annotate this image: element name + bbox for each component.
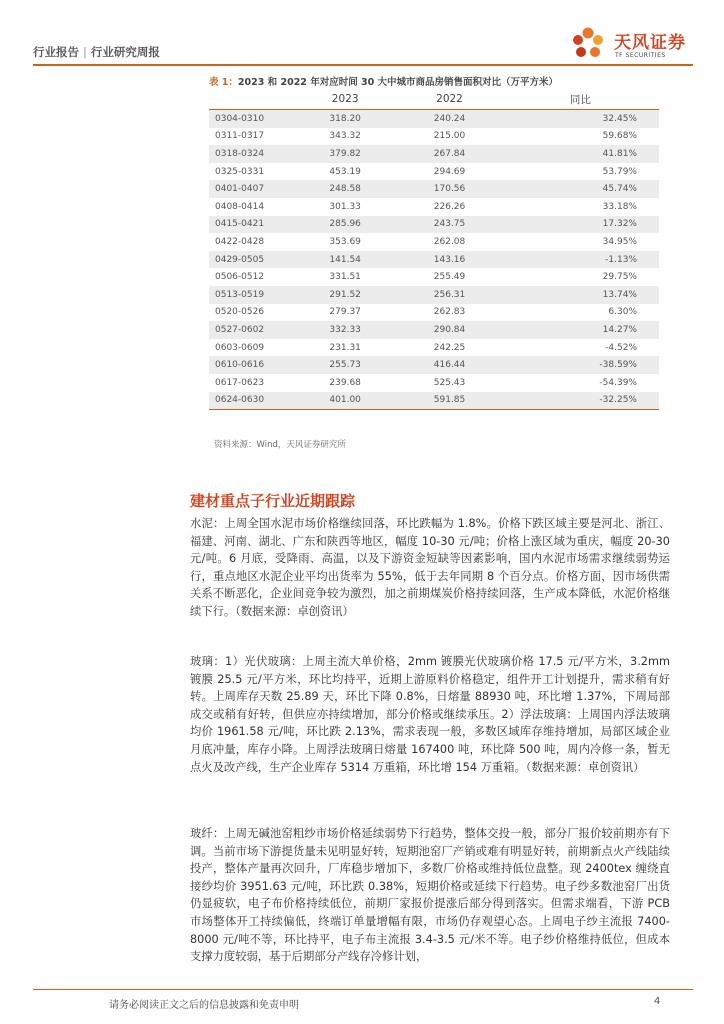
table-header-row: [209, 89, 659, 110]
table-row: [209, 304, 659, 322]
table-row: [209, 251, 659, 269]
sales-area-table: [209, 89, 659, 410]
cell-2023: 318.20: [293, 110, 397, 128]
page-number: 4: [654, 996, 661, 1007]
header-divider: [33, 64, 693, 66]
cement-paragraph: 水泥：上周全国水泥市场价格继续回落，环比跌幅为 1.8%。价格下跌区域主要是河北、浙江、福建、河南、湖北、广东和陕西等地区，幅度 10-30 元/吨；价格上涨区域为重庆，幅度 20-30 元/吨。6 月底，受降雨、高温，以及下游资金短缺等因素影响，国内水泥市场需求继续弱势运行，重点地区水泥企业平均出货率为 55%，低于去年同期 8 个百分点。价格方面，因市场供需关系不断恶化，企业间竞争较为激烈，加之前期煤炭价格持续回落，生产成本降低，水泥价格继续下行。（数据来源：卓创资讯）: [190, 517, 670, 618]
header-period: [209, 89, 293, 110]
cell-period: 0325-0331: [215, 166, 265, 177]
footer-disclaimer: 请务必阅读正文之后的信息披露和免责申明: [109, 1000, 299, 1011]
table-row: [209, 268, 659, 286]
cell-2023: 141.54: [293, 251, 397, 269]
cell-yoy: -1.13%: [502, 251, 659, 269]
cell-2023: 379.82: [293, 145, 397, 163]
cell-period: 0429-0505: [209, 251, 293, 269]
cell-2023: 255.73: [293, 356, 397, 374]
cell-2023: 279.37: [329, 307, 361, 318]
table-title: [209, 74, 659, 88]
page-header: [0, 0, 724, 72]
cell-yoy: 33.18%: [602, 201, 637, 212]
cell-period: 0513-0519: [209, 286, 293, 304]
logo-english-name: TF SECURITIES: [615, 52, 666, 59]
cell-yoy: 13.74%: [502, 286, 659, 304]
cell-2022: 143.16: [397, 251, 501, 269]
cell-yoy: -38.59%: [502, 356, 659, 374]
cell-2022: 591.85: [397, 392, 501, 410]
cell-period: 0624-0630: [209, 392, 293, 410]
table-row: [209, 321, 659, 339]
cell-2022: 294.69: [433, 166, 466, 177]
cell-yoy: -4.52%: [605, 342, 637, 353]
cell-2022: 256.31: [397, 286, 501, 304]
section-title: 建材重点子行业近期跟踪: [190, 492, 356, 510]
cell-2022: 226.26: [433, 201, 466, 212]
cell-2022: 262.83: [433, 307, 466, 318]
cell-yoy: 41.81%: [502, 145, 659, 163]
cell-2023: 401.00: [293, 392, 397, 410]
cell-yoy: 59.68%: [602, 131, 637, 142]
cell-yoy: 6.30%: [608, 307, 637, 318]
cell-yoy: 17.32%: [502, 216, 659, 234]
cell-2022: 262.08: [433, 236, 466, 247]
cell-period: 0506-0512: [215, 272, 265, 283]
breadcrumb: [33, 44, 160, 60]
table-number: 表 1：: [209, 77, 238, 88]
header-yoy: 同比: [502, 89, 659, 110]
breadcrumb-report-type: 行业报告: [33, 45, 79, 59]
cell-2022: 255.49: [433, 272, 466, 283]
cell-2023: 285.96: [293, 216, 397, 234]
cell-period: 0311-0317: [215, 131, 265, 142]
cell-period: 0520-0526: [215, 307, 265, 318]
cell-period: 0318-0324: [209, 145, 293, 163]
logo-flower-icon: [568, 24, 608, 64]
cell-yoy: 45.74%: [502, 180, 659, 198]
cell-2022: 290.84: [397, 321, 501, 339]
cell-yoy: 32.45%: [502, 110, 659, 128]
cell-2023: 353.69: [329, 236, 361, 247]
cell-2023: 331.51: [329, 272, 361, 283]
cell-period: 0415-0421: [209, 216, 293, 234]
cell-yoy: 29.75%: [602, 272, 637, 283]
cell-yoy: -54.39%: [599, 377, 637, 388]
table-row: [209, 198, 659, 216]
table-row: [209, 286, 659, 304]
cell-2022: 243.75: [397, 216, 501, 234]
cell-period: 0304-0310: [209, 110, 293, 128]
table-row: [209, 233, 659, 251]
cell-2022: 525.43: [433, 377, 466, 388]
cell-period: 0603-0609: [215, 342, 265, 353]
cell-2022: 240.24: [397, 110, 501, 128]
cell-2022: 416.44: [397, 356, 501, 374]
cell-period: 0610-0616: [209, 356, 293, 374]
table-row: [209, 356, 659, 374]
footer-divider: [33, 989, 693, 990]
cell-2023: 343.32: [329, 131, 361, 142]
cell-2022: 215.00: [433, 131, 466, 142]
table-row: [209, 145, 659, 163]
cell-period: 0401-0407: [209, 180, 293, 198]
cell-2023: 239.68: [329, 377, 361, 388]
table-source: 资料来源：Wind，天风证券研究所: [214, 440, 346, 450]
table-row: [209, 163, 659, 181]
cell-2022: 170.56: [397, 180, 501, 198]
table-caption: 2023 和 2022 年对应时间 30 大中城市商品房销售面积对比（万平方米）: [237, 77, 559, 88]
cell-2023: 248.58: [293, 180, 397, 198]
header-2022: 2022: [397, 89, 501, 110]
company-logo: [568, 24, 698, 60]
breadcrumb-report-subtype: 行业研究周报: [90, 45, 160, 59]
cell-2023: 231.31: [329, 342, 361, 353]
table-row: [209, 128, 659, 146]
cell-yoy: 53.79%: [602, 166, 637, 177]
table-row: [209, 110, 659, 128]
table-row: [209, 180, 659, 198]
cell-2022: 242.25: [433, 342, 466, 353]
cell-yoy: -32.25%: [502, 392, 659, 410]
cell-period: 0422-0428: [215, 236, 265, 247]
cell-2023: 291.52: [293, 286, 397, 304]
cell-period: 0408-0414: [215, 201, 265, 212]
cell-yoy: 34.95%: [602, 236, 637, 247]
cell-period: 0527-0602: [209, 321, 293, 339]
breadcrumb-separator: |: [83, 45, 87, 59]
table-row: [209, 374, 659, 392]
table-row: [209, 339, 659, 357]
logo-chinese-name: 天风证券: [614, 33, 686, 53]
cell-yoy: 14.27%: [502, 321, 659, 339]
cell-2023: 332.33: [293, 321, 397, 339]
cell-period: 0617-0623: [215, 377, 265, 388]
table-row: [209, 392, 659, 410]
fiberglass-paragraph: 玻纤：上周无碱池窑粗纱市场价格延续弱势下行趋势，整体交投一般，部分厂报价较前期亦有下调。当前市场下游提货量未见明显好转，短期池窑厂产销或难有明显好转，前期新点火产线陆续投产，整体产量再次回升，厂库稳步增加下，多数厂价格或维持低位盘整。现 2400tex 缠绕直接纱均价 3951.63 元/吨，环比跌 0.38%，短期价格或延续下行趋势。电子纱多数池窑厂出货仍显疲软，电子布价格持续低位，前期厂家报价提涨后部分得到落实。但需求端看，下游 PCB 市场整体开工持续偏低，终端订单量增幅有限，市场仍存观望心态。上周电子纱主流报 7400-8000 元/吨不等，环比持平，电子布主流报 3.4-3.5 元/米不等。电子纱价格维持低位，但成本支撑力度较弱，基于后期部分产线存冷修计划，: [190, 827, 670, 964]
header-2023: 2023: [293, 89, 397, 110]
cell-2023: 301.33: [329, 201, 361, 212]
table-row: [209, 216, 659, 234]
cell-2023: 453.19: [329, 166, 361, 177]
cell-2022: 267.84: [397, 145, 501, 163]
glass-paragraph: 玻璃：1）光伏玻璃：上周主流大单价格，2mm 镀膜光伏玻璃价格 17.5 元/平方米，3.2mm 镀膜 25.5 元/平方米，环比均持平，近期上游原料价格稳定，组件开工计划提升，需求稍有好转。上周库存天数 25.89 天，环比下降 0.8%，日熔量 88930 吨，环比增 1.37%，下周局部成交或稍有好转，但供应亦持续增加，部分价格或继续承压。2）浮法玻璃：上周国内浮法玻璃均价 1961.58 元/吨，环比跌 2.13%，需求表现一般，多数区域库存维持增加，局部区域企业月底冲量，库存小降。上周浮法玻璃日熔量 167400 吨，环比降 500 吨，周内冷修一条，暂无点火及改产线，生产企业库存 5314 万重箱，环比增 154 万重箱。（数据来源：卓创资讯）: [190, 655, 670, 774]
